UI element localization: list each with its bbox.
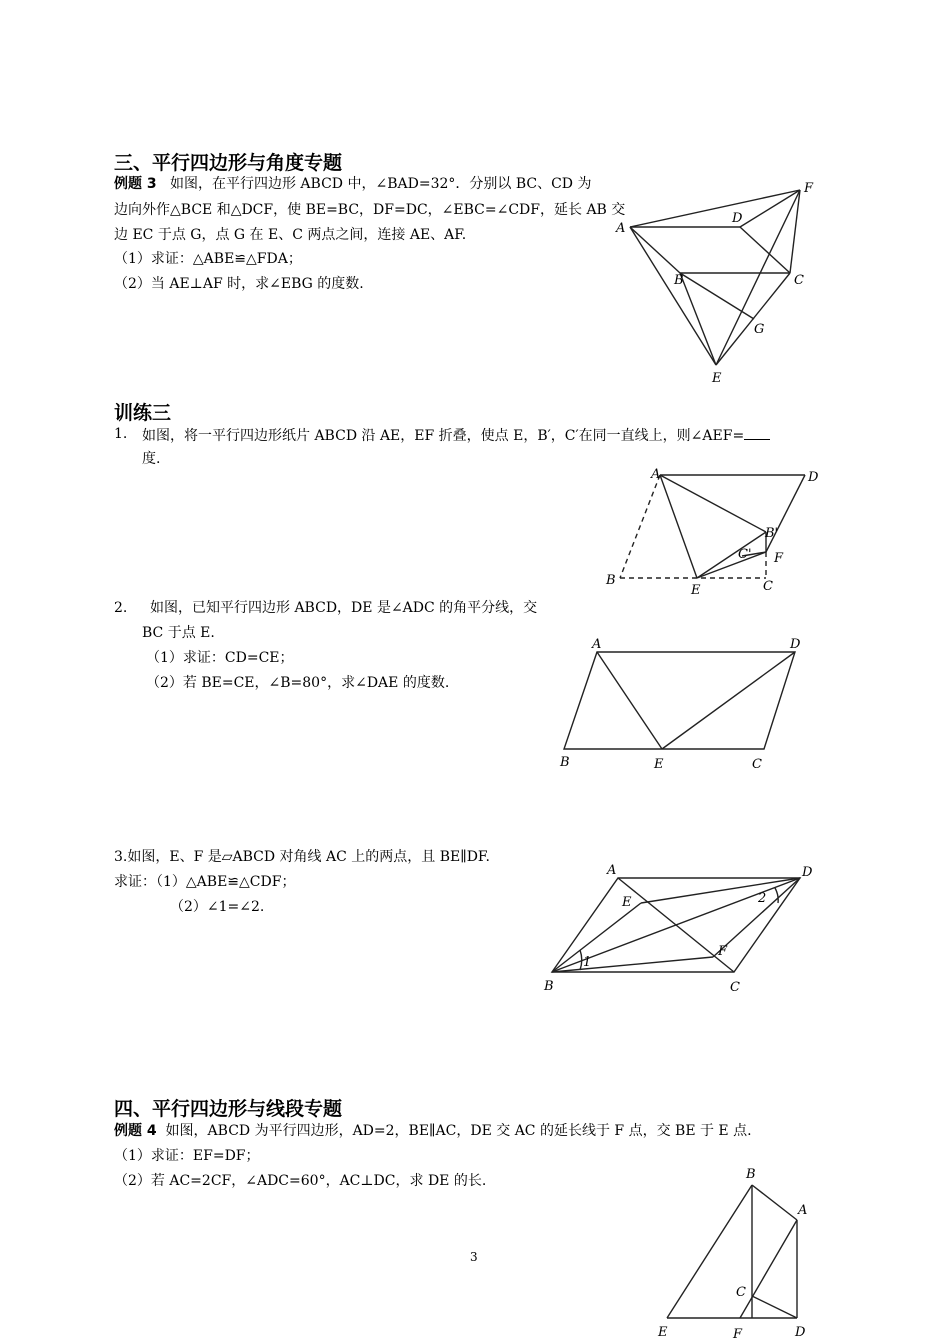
fig2-label-c: C: [763, 579, 773, 594]
fig3-label-d: D: [790, 637, 801, 652]
fig5-label-d: D: [795, 1325, 806, 1340]
fig1-label-a: A: [616, 221, 626, 236]
example4-text: 如图，ABCD 为平行四边形，AD=2，BE∥AC，DE 交 AC 的延长线于 F 点，交 BE 于 E 点.: [165, 1123, 752, 1139]
fig2-label-b: B: [606, 573, 616, 588]
fig1-label-c: C: [794, 273, 804, 288]
fig5-label-c: C: [736, 1285, 746, 1300]
fig4-angle-2: 2: [758, 891, 767, 906]
fig1-label-f: F: [804, 181, 814, 196]
fig2-label-e: E: [691, 583, 701, 598]
training3-p3-line1: 3.如图，E、F 是▱ABCD 对角线 AC 上的两点，且 BE∥DF.: [114, 849, 490, 865]
fig2-label-b-prime: B': [765, 526, 779, 541]
example3-text-1: 如图，在平行四边形 ABCD 中，∠BAD=32°．分别以 BC、CD 为: [169, 176, 592, 192]
fig4-label-d: D: [802, 865, 813, 880]
fig3-label-c: C: [752, 757, 762, 772]
fig5-label-a: A: [798, 1203, 808, 1218]
fig3-label-e: E: [654, 757, 664, 772]
example3-question1: （1）求证：△ABE≌△FDA；: [114, 251, 302, 267]
fig5-label-e: E: [658, 1325, 668, 1340]
fig2-label-a: A: [651, 467, 661, 482]
page-number: 3: [470, 1250, 478, 1264]
training3-p3-line3: （2）∠1=∠2.: [170, 899, 265, 915]
training3-p2-question1: （1）求证：CD=CE；: [146, 650, 294, 666]
fig5-label-f: F: [733, 1327, 743, 1342]
example4-label: 例题 4: [114, 1123, 157, 1139]
example3-line2: 边向外作△BCE 和△DCF，使 BE=BC，DF=DC，∠EBC=∠CDF，延长 AB 交: [114, 202, 626, 218]
training3-p1-number: 1.: [114, 426, 128, 442]
fig4-label-c: C: [730, 980, 740, 995]
example4-question1: （1）求证：EF=DF；: [114, 1148, 260, 1164]
fig1-label-b: B: [674, 273, 684, 288]
training3-p1-line2: 度.: [142, 451, 161, 467]
fig4-label-b: B: [544, 979, 554, 994]
fig2-label-f: F: [774, 551, 784, 566]
example3-question2: （2）当 AE⊥AF 时，求∠EBG 的度数.: [114, 276, 364, 292]
section4-heading: 四、平行四边形与线段专题: [114, 1098, 343, 1120]
fig4-label-e: E: [622, 895, 632, 910]
fig3-label-b: B: [560, 755, 570, 770]
training3-p2-question2: （2）若 BE=CE，∠B=80°，求∠DAE 的度数.: [146, 675, 450, 691]
fig2-label-d: D: [808, 470, 819, 485]
fig4-label-f: F: [718, 944, 728, 959]
fig2-label-c-prime: C': [738, 547, 752, 562]
example3-line3: 边 EC 于点 G，点 G 在 E、C 两点之间，连接 AE、AF.: [114, 227, 467, 243]
section3-heading: 三、平行四边形与角度专题: [114, 152, 343, 174]
fig4-angle-1: 1: [583, 955, 592, 970]
fig1-label-e: E: [712, 371, 722, 386]
training3-p2-line1: 如图，已知平行四边形 ABCD，DE 是∠ADC 的角平分线，交: [150, 600, 538, 616]
training3-heading: 训练三: [114, 402, 172, 424]
training3-p2-number: 2.: [114, 600, 128, 616]
fig3-label-a: A: [592, 637, 602, 652]
example4-question2: （2）若 AC=2CF，∠ADC=60°，AC⊥DC，求 DE 的长.: [114, 1173, 487, 1189]
training3-p3-line2: 求证：（1）△ABE≌△CDF；: [114, 874, 296, 890]
example3-label: 例题 3: [114, 176, 157, 192]
training3-p1-text: 如图，将一平行四边形纸片 ABCD 沿 AE，EF 折叠，使点 E，B′，C′在同一直线上，则∠AEF=: [142, 428, 745, 444]
fig4-label-a: A: [607, 863, 617, 878]
training3-p2-line2: BC 于点 E.: [142, 625, 215, 641]
fig5-label-b: B: [746, 1167, 756, 1182]
fig1-label-g: G: [754, 322, 765, 337]
fig1-label-d: D: [732, 211, 743, 226]
